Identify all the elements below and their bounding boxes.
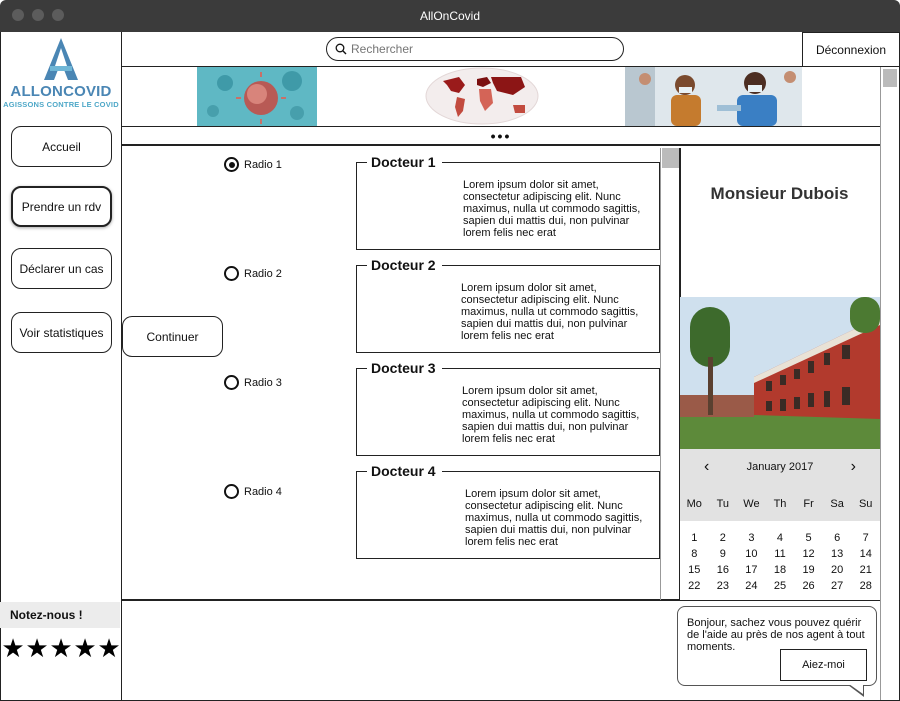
calendar-day[interactable]: 9 (719, 548, 726, 560)
calendar-day[interactable]: 27 (831, 580, 844, 592)
calendar-day[interactable]: 21 (859, 564, 872, 576)
chevron-right-icon[interactable]: › (850, 458, 856, 475)
doctor-card-text: Lorem ipsum dolor sit amet, consectetur adipiscing elit. Nunc maximus, nulla ut commodo sagittis, sapien dui mattis dui, non pulvinar lorem felis nec erat (465, 488, 643, 548)
radio-label: Radio 1 (244, 158, 282, 171)
star-icon[interactable]: ★ (73, 633, 97, 663)
calendar-day[interactable]: 12 (802, 548, 815, 560)
star-icon[interactable]: ★ (25, 633, 49, 663)
logo-brand: ALLONCOVID (10, 83, 112, 100)
page-scrollbar-thumb[interactable] (883, 69, 897, 87)
weekday-label: Th (773, 497, 787, 510)
calendar-day[interactable]: 19 (802, 564, 815, 576)
carousel-dots[interactable]: ••• (122, 126, 880, 146)
doctor-card-text: Lorem ipsum dolor sit amet, consectetur adipiscing elit. Nunc maximus, nulla ut commodo sagittis, sapien dui mattis dui, non pulvinar lorem felis nec erat (461, 282, 639, 342)
star-icon[interactable]: ★ (1, 633, 25, 663)
calendar-day[interactable]: 26 (802, 580, 815, 592)
calendar-day[interactable]: 24 (745, 580, 758, 592)
doctor-card-3[interactable] (356, 360, 660, 456)
radio-unselected-icon[interactable] (224, 266, 239, 281)
doctor-list-scrollbar-thumb[interactable] (662, 148, 679, 168)
doctor-card-2[interactable] (356, 257, 660, 353)
calendar-day[interactable]: 10 (745, 548, 758, 560)
nav-voir-statistiques-button[interactable]: Voir statistiques (11, 312, 112, 353)
calendar-day[interactable]: 23 (716, 580, 729, 592)
radio-unselected-icon[interactable] (224, 375, 239, 390)
radio-label: Radio 2 (244, 267, 282, 280)
radio-option-4[interactable] (224, 484, 282, 499)
doctor-card-title: Docteur 3 (367, 360, 442, 376)
page-scrollbar[interactable] (880, 67, 899, 700)
radio-label: Radio 3 (244, 376, 282, 389)
calendar-day[interactable]: 7 (862, 532, 869, 544)
weekday-label: Sa (830, 497, 844, 510)
clinic-building-image (680, 297, 880, 449)
rating-label: Notez-nous ! (0, 602, 120, 628)
radio-selected-icon[interactable] (224, 157, 239, 172)
calendar-day[interactable]: 16 (716, 564, 729, 576)
profile-name: Monsieur Dubois (710, 184, 849, 203)
star-icon[interactable]: ★ (97, 633, 121, 663)
doctor-list-scrollbar[interactable] (660, 148, 679, 600)
nav-accueil-button[interactable]: Accueil (11, 126, 112, 167)
calendar-header (680, 449, 880, 485)
doctor-card-title: Docteur 2 (367, 257, 442, 273)
calendar-day[interactable]: 22 (688, 580, 701, 592)
doctor-card-text: Lorem ipsum dolor sit amet, consectetur adipiscing elit. Nunc maximus, nulla ut commodo sagittis, sapien dui mattis dui, non pulvinar lorem felis nec erat (462, 385, 640, 445)
calendar-weekdays (680, 485, 880, 521)
weekday-label: Su (858, 497, 873, 510)
search-box[interactable] (326, 37, 624, 61)
doctor-card-1[interactable] (356, 154, 660, 250)
calendar-day[interactable]: 28 (859, 580, 872, 592)
nav-prendre-rdv-button[interactable]: Prendre un rdv (11, 186, 112, 227)
logo-mark-icon (40, 36, 82, 82)
vaccination-banner-image (625, 67, 802, 126)
app-logo[interactable] (0, 36, 122, 118)
doctor-card-title: Docteur 1 (367, 154, 442, 170)
weekday-label: We (743, 497, 760, 510)
weekday-label: Fr (803, 497, 814, 510)
radio-unselected-icon[interactable] (224, 484, 239, 499)
radio-option-1[interactable] (224, 157, 282, 172)
star-icon[interactable]: ★ (49, 633, 73, 663)
window-titlebar (0, 0, 900, 32)
help-button[interactable]: Aiez-moi (780, 649, 867, 681)
continue-button[interactable]: Continuer (122, 316, 223, 357)
doctor-card-title: Docteur 4 (367, 463, 442, 479)
nav-declarer-cas-button[interactable]: Déclarer un cas (11, 248, 112, 289)
calendar-day[interactable]: 18 (773, 564, 787, 576)
chat-message: Bonjour, sachez vous pouvez quérir de l'aide au près de nos agent à tout moments. (687, 617, 865, 653)
calendar-day[interactable]: 3 (748, 532, 755, 544)
calendar-day[interactable]: 8 (691, 548, 698, 560)
rating-stars[interactable] (1, 633, 121, 664)
calendar-day[interactable]: 5 (805, 532, 812, 544)
doctor-card-4[interactable] (356, 463, 660, 559)
window-title: AllOnCovid (419, 9, 481, 23)
calendar-day[interactable]: 15 (688, 564, 701, 576)
doctor-card-text: Lorem ipsum dolor sit amet, consectetur adipiscing elit. Nunc maximus, nulla ut commodo sagittis, sapien dui mattis dui, non pulvinar lorem felis nec erat (463, 179, 641, 239)
virus-banner-image (197, 67, 317, 126)
calendar-day[interactable]: 17 (745, 564, 758, 576)
calendar-day[interactable]: 1 (691, 532, 698, 544)
calendar-day[interactable]: 25 (773, 580, 787, 592)
radio-label: Radio 4 (244, 485, 282, 498)
calendar-widget[interactable] (680, 449, 880, 600)
calendar-day[interactable]: 11 (774, 548, 786, 560)
logout-button[interactable]: Déconnexion (802, 32, 900, 67)
radio-option-3[interactable] (224, 375, 282, 390)
logo-tagline: AGISSONS CONTRE LE COVID (3, 100, 119, 109)
calendar-day[interactable]: 6 (834, 532, 841, 544)
radio-option-2[interactable] (224, 266, 282, 281)
weekday-label: Mo (686, 497, 702, 510)
calendar-month: January 2017 (746, 461, 814, 473)
calendar-day[interactable]: 2 (719, 532, 726, 544)
search-icon (335, 43, 347, 55)
world-map-image (425, 67, 540, 126)
calendar-day[interactable]: 13 (831, 548, 844, 560)
calendar-day[interactable]: 4 (776, 532, 784, 544)
weekday-label: Tu (716, 497, 730, 510)
calendar-day[interactable]: 14 (859, 548, 872, 560)
calendar-day[interactable]: 20 (831, 564, 844, 576)
chat-bubble-tail-inner (849, 684, 863, 694)
search-input[interactable] (351, 42, 611, 56)
calendar-day-grid (680, 521, 880, 594)
chevron-left-icon[interactable]: ‹ (704, 458, 710, 475)
sidebar (0, 32, 122, 701)
